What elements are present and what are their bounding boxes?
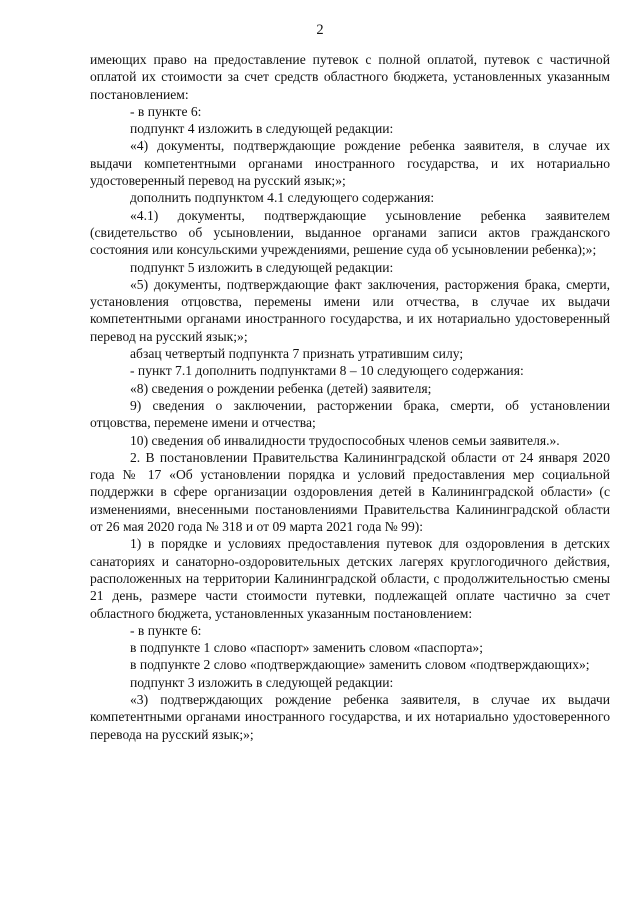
paragraph: в подпункте 1 слово «паспорт» заменить словом «паспорта»; [130,640,483,656]
paragraph: «8) сведения о рождении ребенка (детей) заявителя; [130,380,432,396]
paragraph: - в пункте 6: [130,103,202,119]
paragraph: 10) сведения об инвалидности трудоспособных членов семьи заявителя.». [130,432,560,448]
paragraph: «4.1) документы, подтверждающие усыновление ребенка заявителем (свидетельство об усыновлении, выданное органами записи актов гражданского состояния или консульскими учреждениями, решение суда об усыновлении ребенка);»; [90,207,610,258]
paragraph: - в пункте 6: [130,622,202,638]
paragraph: имеющих право на предоставление путевок с полной оплатой, путевок с частичной оплатой их стоимости за счет средств областного бюджета, установленных указанным постановлением: [90,52,610,102]
page-number: 2 [316,22,324,38]
paragraph: дополнить подпунктом 4.1 следующего содержания: [130,190,435,206]
paragraph: абзац четвертый подпункта 7 признать утратившим силу; [130,346,464,362]
paragraph: подпункт 5 изложить в следующей редакции: [130,259,394,275]
paragraph: 2. В постановлении Правительства Калининградской области от 24 января 2020 года № 17 «Об установлении порядка и условий предоставления мер социальной поддержки в сфере организации оздоровления детей в Калининградской области» (с изменениями, внесенными постановлениями Правительства Калининградской области от 26 мая 2020 года № 318 и от 09 марта 2021 года № 99): [90,449,610,535]
paragraph: «4) документы, подтверждающие рождение ребенка заявителя, в случае их выдачи компетентными органами иностранного государства, и их нотариально удостоверенный перевод на русский язык;»; [90,138,610,189]
paragraph: подпункт 3 изложить в следующей редакции: [130,674,394,690]
paragraph: «3) подтверждающих рождение ребенка заявителя, в случае их выдачи компетентными органами иностранного государства, и их нотариально удостоверенного перевода на русский язык;»; [90,691,610,742]
document-body [90,51,610,743]
paragraph: подпункт 4 изложить в следующей редакции: [130,121,394,137]
paragraph: «5) документы, подтверждающие факт заключения, расторжения брака, смерти, установления отцовства, перемены имени или отчества, в случае их выдачи компетентными органами иностранного государства, и их нотариально удостоверенный перевод на русский язык;»; [90,276,610,344]
paragraph: 1) в порядке и условиях предоставления путевок для оздоровления в детских санаториях и санаторно-оздоровительных детских лагерях круглогодичного действия, расположенных на территории Калининградской области, с продолжительностью смены 21 день, размере части стоимости путевки, подлежащей оплате частично за счет областного бюджета, установленных указанным постановлением: [90,536,610,621]
paragraph: в подпункте 2 слово «подтверждающие» заменить словом «подтверждающих»; [130,657,590,673]
paragraph: - пункт 7.1 дополнить подпунктами 8 – 10 следующего содержания: [130,363,524,379]
paragraph: 9) сведения о заключении, расторжении брака, смерти, об установлении отцовства, перемене имени и отчества; [90,397,610,431]
